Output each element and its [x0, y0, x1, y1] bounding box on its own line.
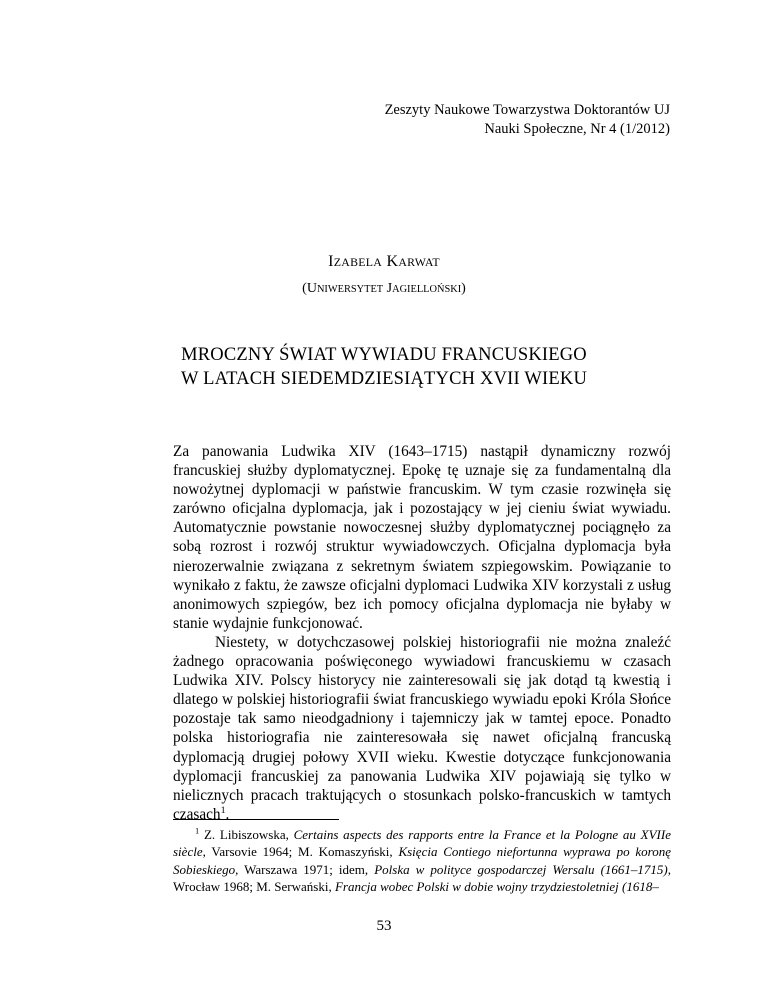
title-line-1: MROCZNY ŚWIAT WYWIADU FRANCUSKIEGO — [181, 345, 587, 365]
affiliation-word2-initial: J — [386, 281, 393, 296]
author-first-initial: I — [328, 253, 334, 270]
footnote-separator — [173, 819, 339, 820]
author-last-rest: ARWAT — [398, 255, 440, 269]
author-first-rest: ZABELA — [333, 255, 383, 269]
journal-issue: Nauki Społeczne, Nr 4 (1/2012) — [484, 121, 670, 137]
affiliation-open-paren: ( — [302, 281, 307, 296]
body-paragraph-1: Za panowania Ludwika XIV (1643–1715) nastąpił dynamiczny rozwój francuskiej służby dyplomatycznej. Epokę tę uznaje się za fundamentalną dla nowożytnej dyplomacji w państwie francuskim. W tym czasie rozwinęła się zarówno oficjalna dyplomacja, jak i pozostający w jej cieniu świat wywiadu. Automatycznie powstanie nowoczesnej służby dyplomatycznej pociągnęło za sobą rozrost i rozwój struktur wywiadowczych. Oficjalna dyplomacja była nierozerwalnie związana z sekretnym światem szpiegowskim. Powiązanie to wynikało z faktu, że zawsze oficjalni dyplomaci Ludwika XIV korzystali z usług anonimowych szpiegów, bez ich pomocy oficjalna dyplomacja nie byłaby w stanie wydajnie funkcjonować. — [173, 443, 671, 632]
author-last-initial: K — [386, 253, 399, 270]
footnote-italic-1: Certains aspects des rapports entre la France et la Pologne au XVIIe siècle — [173, 827, 671, 860]
footnote-mark: 1 — [195, 825, 200, 836]
footnotes — [173, 826, 671, 896]
author-name — [0, 253, 768, 271]
page-number: 53 — [376, 918, 392, 934]
journal-header — [385, 101, 670, 139]
footnote-text-1: Z. Libiszowska, — [199, 827, 294, 842]
footnote-italic-4: Francja wobec Polski w dobie wojny trzydziestoletniej (1618– — [334, 879, 659, 895]
footnote-text-3: , Warszawa 1971; idem, — [235, 861, 375, 877]
body-paragraph-2-text: Niestety, w dotychczasowej polskiej historiografii nie można znaleźć żadnego opracowania poświęconego wywiadowi francuskiemu w czasach Ludwika XIV. Polscy historycy nie zainteresowali się jak dotąd tą kwestią i dlatego w polskiej historiografii świat francuskiego wywiadu epoki Króla Słońce pozostaje tak samo nieodgadniony i tajemniczy jak w tamtej epoce. Ponadto polska historiografia nie zainteresowała się nawet oficjalną francuską dyplomacją drugiej połowy XVII wieku. Kwestie dotyczące funkcjonowania dyplomacji francuskiej za panowania Ludwika XIV pojawiają się tylko w nielicznych pracach traktujących o stosunkach polsko-francuskich w tamtych czasach — [173, 633, 671, 823]
footnote-italic-3: Polska w polityce gospodarczej Wersalu (1661–1715) — [374, 861, 668, 877]
body-paragraph-2 — [173, 633, 671, 824]
title-line-2: W LATACH SIEDEMDZIESIĄTYCH XVII WIEKU — [180, 369, 588, 389]
article-title — [0, 343, 768, 391]
footnote-italic-2: Księcia Contiego niefortunna wyprawa po koronę Sobieskiego — [173, 844, 671, 877]
affiliation-word1-rest: NIWERSYTET — [316, 284, 384, 295]
article-body — [173, 442, 671, 824]
journal-name: Zeszyty Naukowe Towarzystwa Doktorantów UJ — [384, 102, 670, 118]
affiliation-word1-initial: U — [306, 281, 317, 296]
affiliation-word2-rest: AGIELLOŃSKI — [392, 284, 462, 295]
affiliation-close-paren: ) — [461, 281, 466, 296]
footnote-text-4: , Wrocław 1968; M. Serwański, — [173, 861, 671, 895]
author-affiliation — [0, 281, 768, 297]
footnote-reference-1: 1 — [220, 804, 226, 816]
footnote-1 — [173, 826, 671, 896]
footnote-text-2: , Varsovie 1964; M. Komaszyński, — [202, 844, 399, 860]
body-paragraph-2-end: . — [225, 805, 230, 823]
